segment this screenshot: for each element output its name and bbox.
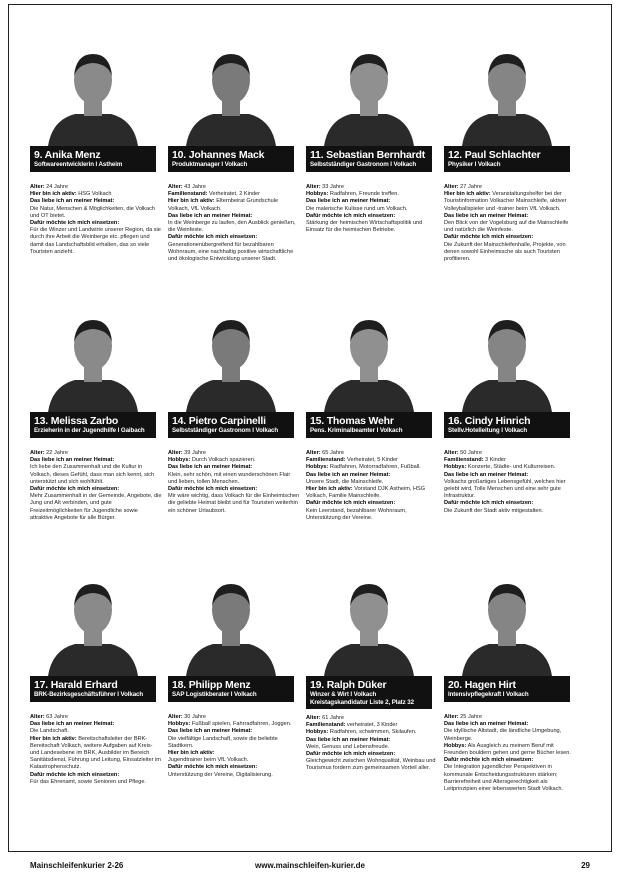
candidate-card — [306, 572, 436, 772]
info-text: 39 Jahre — [182, 450, 206, 456]
candidate-info — [306, 715, 438, 773]
shoulders-shape — [186, 114, 276, 146]
info-text: Die Zukunft der Mainschleifenhalle, Projekte, von denen sowohl Einheimische als auch Touristen profitieren. — [444, 241, 566, 263]
portrait-illustration — [444, 308, 570, 412]
name-bar — [306, 146, 432, 172]
portrait-illustration — [168, 42, 294, 146]
info-line — [30, 457, 162, 464]
name-bar — [306, 412, 432, 438]
info-line — [168, 457, 300, 464]
info-label: Hobbys: — [168, 721, 191, 728]
info-text: Als Ausgleich zu meinem Beruf mit Freunden bouldern gehen und gerne Bücher lesen. — [444, 742, 571, 757]
info-text: Vorstand DJK Astheim, HSG Volkach, Familie Mainschleife. — [306, 486, 426, 500]
info-label: Dafür möchte ich mich einsetzen: — [168, 486, 258, 493]
info-line — [168, 213, 300, 220]
portrait-photo — [30, 308, 156, 412]
info-label: Familienstand: — [444, 457, 484, 464]
candidate-info — [30, 450, 162, 522]
info-text: Die Integration jugendlicher Perspektiven in kommunale Entscheidungsstrukturen stärken; Barrierefreiheit und Altersgerechtigkeit als Leitprinzipien einer lebenswerten Stadt Volkach. — [444, 764, 564, 793]
info-line — [444, 213, 576, 220]
info-text: 50 Jahre — [458, 450, 482, 456]
info-label: Alter: — [306, 715, 321, 721]
candidate-card — [444, 572, 571, 793]
info-text: Veranstaltungshelfer bei der Touristinformation Volkacher Mainschleife, aktiver Volleyballspieler und -trainer beim VfL Volkach. — [444, 191, 567, 212]
info-line — [30, 450, 162, 457]
info-line — [306, 758, 438, 772]
info-line — [306, 184, 438, 191]
candidate-info — [30, 184, 162, 256]
info-line — [306, 464, 438, 471]
info-line — [306, 479, 438, 486]
info-line — [168, 486, 300, 493]
info-text: Verheiratet, 5 Kinder — [345, 457, 399, 464]
candidate-info — [168, 184, 300, 263]
info-text: Unsere Stadt, die Mainschleife. — [306, 478, 384, 485]
info-text: Verheiratet, 2 Kinder — [207, 191, 261, 198]
name-bar — [168, 676, 294, 702]
candidate-name: 13. Melissa Zarbo — [34, 415, 119, 427]
info-line — [444, 728, 576, 742]
info-line — [444, 450, 576, 457]
info-line — [306, 729, 438, 736]
info-text: 3 Kinder — [483, 457, 506, 464]
info-label: Alter: — [444, 450, 459, 456]
info-line — [30, 728, 162, 735]
info-line — [444, 242, 576, 264]
candidate-card — [444, 308, 570, 514]
candidate-role: Pens. Kriminalbeamter I Volkach — [310, 427, 403, 434]
candidate-name: 17. Harald Erhard — [34, 679, 118, 691]
info-line — [306, 206, 438, 213]
candidate-name: 19. Ralph Düker — [310, 679, 387, 691]
info-line — [444, 464, 576, 471]
info-text: Radfahren, Freunde treffen. — [328, 191, 399, 198]
name-bar — [30, 146, 156, 172]
info-line — [306, 722, 438, 729]
info-text: Wein, Genuss und Lebensfreude. — [306, 743, 390, 750]
info-text: Jugendtrainer beim VfL Volkach. — [168, 757, 249, 764]
info-line — [168, 220, 300, 234]
info-label: Hobbys: — [306, 464, 329, 471]
info-line — [444, 479, 576, 501]
info-text: Mehr Zusammenhalt in der Gemeinde, Angebote, die Jung und Alt verbinden, und gute Freizeitmöglichkeiten für Jugendliche sowie attraktive Angebote für alle Bürger. — [30, 493, 162, 521]
info-line — [306, 198, 438, 205]
info-label: Alter: — [306, 450, 321, 456]
name-bar — [306, 676, 432, 709]
shoulders-shape — [462, 644, 552, 676]
info-line — [168, 728, 300, 735]
info-line — [306, 191, 438, 198]
info-line — [168, 757, 300, 764]
portrait-illustration — [444, 42, 570, 146]
candidate-role: Selbstständiger Gastronom I Volkach — [310, 161, 417, 168]
info-line — [168, 472, 300, 486]
info-line — [444, 184, 576, 191]
info-line — [306, 457, 438, 464]
info-label: Dafür möchte ich mich einsetzen: — [168, 764, 258, 771]
info-label: Dafür möchte ich mich einsetzen: — [444, 757, 534, 764]
info-line — [30, 714, 162, 721]
info-line — [30, 220, 162, 227]
info-line — [168, 234, 300, 241]
info-text: HSG Volkach — [76, 191, 112, 198]
info-label: Dafür möchte ich mich einsetzen: — [306, 500, 396, 507]
portrait-illustration — [30, 308, 156, 412]
info-line — [306, 220, 438, 234]
info-label: Das liebe ich an meiner Heimat: — [30, 198, 115, 205]
info-line — [444, 234, 576, 241]
info-label: Alter: — [306, 184, 321, 190]
info-text: Klein, sehr schön, mit einen wunderschönen Flair und lieben, tollen Menschen. — [168, 471, 291, 485]
candidate-role: Softwareentwicklerin I Astheim — [34, 161, 123, 168]
info-text: Die Zukunft der Stadt aktiv mitgestalten. — [444, 507, 544, 514]
info-label: Das liebe ich an meiner Heimat: — [306, 198, 391, 205]
info-line — [168, 764, 300, 771]
candidate-name: 9. Anika Menz — [34, 149, 101, 161]
info-line — [306, 486, 438, 500]
candidate-card — [444, 42, 570, 263]
candidate-card — [168, 308, 300, 514]
info-line — [306, 500, 438, 507]
footer-page-number: 29 — [581, 860, 590, 870]
info-text: Die idyllische Altstadt, die ländliche Umgebung, Weinberge. — [444, 728, 562, 742]
info-label: Dafür möchte ich mich einsetzen: — [444, 500, 534, 507]
info-line — [168, 184, 300, 191]
info-text: 63 Jahre — [44, 714, 68, 720]
info-line — [30, 493, 162, 522]
info-label: Hier bin ich aktiv: — [30, 191, 77, 198]
candidate-role: Produktmanager I Volkach — [172, 161, 248, 168]
info-line — [168, 714, 300, 721]
name-bar — [444, 146, 570, 172]
shoulders-shape — [324, 644, 414, 676]
info-line — [168, 721, 300, 728]
candidate-info — [444, 450, 576, 515]
candidate-role: Stellv.Hotelleitung I Volkach — [448, 427, 528, 434]
info-line — [444, 721, 576, 728]
info-label: Dafür möchte ich mich einsetzen: — [168, 234, 258, 241]
portrait-illustration — [168, 308, 294, 412]
info-text: 33 Jahre — [320, 184, 344, 190]
info-text: Durch Volkach spazieren. — [190, 457, 256, 464]
candidate-info — [444, 714, 576, 793]
candidate-role: Winzer & Wirt I Volkach — [310, 691, 377, 698]
info-label: Hobbys: — [444, 742, 467, 749]
info-text: Gleichgewicht zwischen Wohnqualität, Weinbau und Tourismus fordern zum gemeinsamen Vorteil aller. — [306, 758, 436, 772]
candidate-name: 15. Thomas Wehr — [310, 415, 394, 427]
portrait-photo — [306, 42, 432, 146]
candidate-info — [306, 184, 438, 234]
portrait-illustration — [168, 572, 294, 676]
candidate-role: Selbstständiger Gastronom I Volkach — [172, 427, 279, 434]
candidate-district-list: Kreistagskandidatur Liste 2, Platz 32 — [310, 698, 414, 706]
portrait-photo — [168, 308, 294, 412]
candidate-role: Physiker I Volkach — [448, 161, 501, 168]
info-label: Das liebe ich an meiner Heimat: — [306, 471, 391, 478]
portrait-illustration — [444, 572, 570, 676]
shoulders-shape — [186, 380, 276, 412]
info-line — [306, 472, 438, 479]
info-line — [444, 500, 576, 507]
info-text: 43 Jahre — [182, 184, 206, 190]
name-bar — [168, 412, 294, 438]
info-line — [444, 191, 576, 213]
portrait-illustration — [30, 42, 156, 146]
shoulders-shape — [48, 644, 138, 676]
info-text: Bereitschaftsleiter der BRK-Bereitschaft Volkach, weitere Aufgaben auf Kreis- und Landesebene im BRK, Ausbilder im Bereich Sanitätsdienst, Führung und Leitung, Einsatzleiter im Katastrophenschutz. — [30, 735, 161, 771]
info-text: Die Natur, Menschen & Möglichkeiten, die Volkach und OT bietet. — [30, 205, 155, 219]
info-label: Alter: — [168, 184, 183, 190]
info-text: 30 Jahre — [182, 714, 206, 720]
candidate-card — [30, 42, 161, 255]
info-line — [168, 198, 300, 212]
info-label: Alter: — [444, 714, 459, 720]
info-label: Dafür möchte ich mich einsetzen: — [306, 212, 396, 219]
candidate-card — [30, 572, 161, 785]
info-line — [168, 450, 300, 457]
info-line — [168, 772, 300, 779]
candidate-info — [168, 714, 300, 779]
portrait-photo — [168, 572, 294, 676]
info-text: Radfahren, Motorradfahren, Fußball. — [328, 464, 421, 471]
info-label: Das liebe ich an meiner Heimat: — [168, 464, 253, 471]
info-line — [30, 721, 162, 728]
info-text: Die Landschaft. — [30, 728, 69, 735]
portrait-photo — [444, 308, 570, 412]
info-label: Das liebe ich an meiner Heimat: — [30, 457, 115, 464]
info-label: Das liebe ich an meiner Heimat: — [168, 728, 253, 735]
info-label: Dafür möchte ich mich einsetzen: — [30, 486, 120, 493]
info-text: Für die Winzer und Landwirte unserer Region, da sie durch ihre Arbeit die Weinberge etc. pflegen und damit das Landschaftsbild erhalten, das so viele Touristen anzieht. — [30, 227, 161, 255]
portrait-photo — [168, 42, 294, 146]
info-line — [30, 184, 162, 191]
page-footer — [30, 858, 590, 872]
info-line — [444, 764, 576, 793]
info-text: Den Blick von der Vogelsburg auf die Mainschleife und natürlich die Weinfeste. — [444, 220, 569, 234]
portrait-photo — [306, 572, 432, 676]
info-label: Dafür möchte ich mich einsetzen: — [306, 751, 396, 758]
info-text: Fußball spielen, Fahrradfahren, Joggen. — [190, 721, 292, 728]
candidate-name: 20. Hagen Hirt — [448, 679, 516, 691]
candidate-role: SAP Logistikberater I Volkach — [172, 691, 257, 698]
info-label: Familienstand: — [306, 457, 346, 464]
info-label: Alter: — [168, 714, 183, 720]
info-label: Das liebe ich an meiner Heimat: — [306, 736, 391, 743]
info-label: Hobbys: — [168, 457, 191, 464]
info-line — [30, 779, 162, 786]
name-bar — [30, 676, 156, 702]
info-line — [168, 493, 300, 515]
info-line — [168, 736, 300, 750]
info-label: Alter: — [30, 714, 45, 720]
candidate-name: 11. Sebastian Bernhardt — [310, 149, 426, 161]
info-line — [30, 772, 162, 779]
info-line — [306, 715, 438, 722]
info-line — [30, 206, 162, 220]
shoulders-shape — [324, 114, 414, 146]
name-bar — [444, 676, 570, 702]
info-line — [30, 464, 162, 486]
candidate-card — [168, 42, 296, 263]
info-text: 25 Jahre — [458, 714, 482, 720]
shoulders-shape — [48, 380, 138, 412]
candidate-info — [168, 450, 300, 515]
info-text: 24 Jahre — [44, 184, 68, 190]
info-line — [306, 744, 438, 751]
info-line — [168, 750, 300, 757]
info-text: Volkachs großartiges Lebensgefühl, welches hier gelebt wird, Tolle Menschen und eine sehr gute Infrastruktur. — [444, 478, 566, 500]
candidate-name: 14. Pietro Carpinelli — [172, 415, 266, 427]
candidate-name: 12. Paul Schlachter — [448, 149, 541, 161]
candidate-card — [168, 572, 294, 778]
info-label: Dafür möchte ich mich einsetzen: — [30, 771, 120, 778]
shoulders-shape — [462, 380, 552, 412]
portrait-illustration — [306, 308, 432, 412]
info-label: Hobbys: — [444, 464, 467, 471]
footer-website[interactable]: www.mainschleifen-kurier.de — [255, 860, 365, 870]
info-line — [306, 450, 438, 457]
info-label: Das liebe ich an meiner Heimat: — [444, 471, 529, 478]
info-text: Generationenübergreifend für bezahlbaren Wohnraum, eine nachhaltig positive wirtschaftliche und ökologische Entwicklung unserer Stadt. — [168, 241, 294, 263]
portrait-photo — [444, 572, 570, 676]
info-line — [306, 213, 438, 220]
info-line — [30, 486, 162, 493]
info-line — [168, 464, 300, 471]
portrait-photo — [30, 42, 156, 146]
info-label: Das liebe ich an meiner Heimat: — [444, 721, 529, 728]
candidate-name: 18. Philipp Menz — [172, 679, 251, 691]
info-label: Hier bin ich aktiv: — [306, 486, 353, 493]
info-line — [444, 743, 576, 757]
candidate-card — [306, 308, 432, 521]
info-line — [30, 736, 162, 772]
info-line — [444, 457, 576, 464]
candidate-role: Intensivpflegekraft I Volkach — [448, 691, 529, 698]
info-text: Konzerte, Städte- und Kulturreisen. — [466, 464, 556, 471]
info-text: Mir wäre wichtig, dass Volkach für die Einheimischen die geliebte Heimat bleibt und für Touristen weiterhin ein schöner Urlaubsort. — [168, 493, 300, 514]
info-text: Kein Leerstand, bezahlbarer Wohnraum, Unterstützung der Vereine. — [306, 507, 407, 521]
info-label: Das liebe ich an meiner Heimat: — [168, 212, 253, 219]
portrait-photo — [444, 42, 570, 146]
candidate-name: 16. Cindy Hinrich — [448, 415, 531, 427]
info-label: Hobbys: — [306, 191, 329, 198]
shoulders-shape — [48, 114, 138, 146]
info-label: Dafür möchte ich mich einsetzen: — [444, 234, 534, 241]
portrait-photo — [30, 572, 156, 676]
info-text: Die malerische Kulisse rund um Volkach. — [306, 205, 408, 212]
info-label: Hier bin ich aktiv: — [168, 198, 215, 205]
info-text: Stärkung der heimischen Wirtschaftspolitik und Einsatz für die heimischen Betriebe. — [306, 220, 423, 234]
candidate-role: BRK-Bezirksgeschäftsführer I Volkach — [34, 691, 144, 698]
info-text: Ich liebe den Zusammenhalt und die Kultur in Volkach, dieses Gefühl, dass man sich kennt, sich unterstützt und sich wohlfühlt. — [30, 464, 155, 485]
info-label: Das liebe ich an meiner Heimat: — [30, 721, 115, 728]
info-text: 61 Jahre — [320, 715, 344, 721]
info-text: verheiratet, 3 Kinder — [345, 722, 398, 729]
portrait-illustration — [306, 42, 432, 146]
portrait-photo — [306, 308, 432, 412]
info-label: Alter: — [444, 184, 459, 190]
info-text: Unterstützung der Vereine, Digitalisierung. — [168, 771, 273, 778]
info-line — [306, 737, 438, 744]
name-bar — [168, 146, 294, 172]
candidate-name: 10. Johannes Mack — [172, 149, 265, 161]
info-text: Für das Ehrenamt, sowie Senioren und Pflege. — [30, 778, 146, 785]
info-label: Hier bin ich aktiv: — [168, 750, 215, 757]
info-text: Elternbeirat Grundschule Volkach, VfL Volkach. — [168, 198, 279, 212]
portrait-illustration — [30, 572, 156, 676]
info-label: Familienstand: — [168, 191, 208, 198]
info-line — [306, 751, 438, 758]
info-line — [444, 714, 576, 721]
info-line — [168, 242, 300, 264]
info-text: Die vielfältige Landschaft, sowie die beliebte Stadtkern. — [168, 735, 278, 749]
portrait-illustration — [306, 572, 432, 676]
name-bar — [444, 412, 570, 438]
info-line — [30, 198, 162, 205]
info-line — [168, 191, 300, 198]
info-label: Familienstand: — [306, 722, 346, 729]
candidate-info — [444, 184, 576, 263]
footer-publication: Mainschleifenkurier 2-26 — [30, 860, 124, 870]
info-line — [30, 191, 162, 198]
info-label: Dafür möchte ich mich einsetzen: — [30, 220, 120, 227]
info-label: Alter: — [30, 184, 45, 190]
info-text: 65 Jahre — [320, 450, 344, 456]
candidate-role: Erzieherin in der Jugendhilfe I Gaibach — [34, 427, 145, 434]
info-text: In die Weinberge zu laufen, den Ausblick genießen, die Weinfeste. — [168, 220, 296, 234]
info-text: 22 Jahre — [44, 450, 68, 456]
candidate-card — [30, 308, 162, 521]
candidate-info — [30, 714, 162, 786]
info-label: Hier bin ich aktiv: — [444, 191, 491, 198]
info-text: Radfahren, schwimmen, Skilaufen. — [328, 729, 417, 736]
info-line — [444, 472, 576, 479]
info-label: Hier bin ich aktiv: — [30, 735, 77, 742]
info-line — [444, 757, 576, 764]
info-label: Hobbys: — [306, 729, 329, 736]
info-text: 27 Jahre — [458, 184, 482, 190]
info-label: Alter: — [168, 450, 183, 456]
info-line — [444, 220, 576, 234]
info-line — [30, 227, 162, 256]
candidate-info — [306, 450, 438, 522]
info-line — [444, 508, 576, 515]
info-label: Das liebe ich an meiner Heimat: — [444, 212, 529, 219]
name-bar — [30, 412, 156, 438]
info-line — [306, 508, 438, 522]
shoulders-shape — [462, 114, 552, 146]
candidate-card — [306, 42, 432, 234]
info-label: Alter: — [30, 450, 45, 456]
shoulders-shape — [186, 644, 276, 676]
shoulders-shape — [324, 380, 414, 412]
